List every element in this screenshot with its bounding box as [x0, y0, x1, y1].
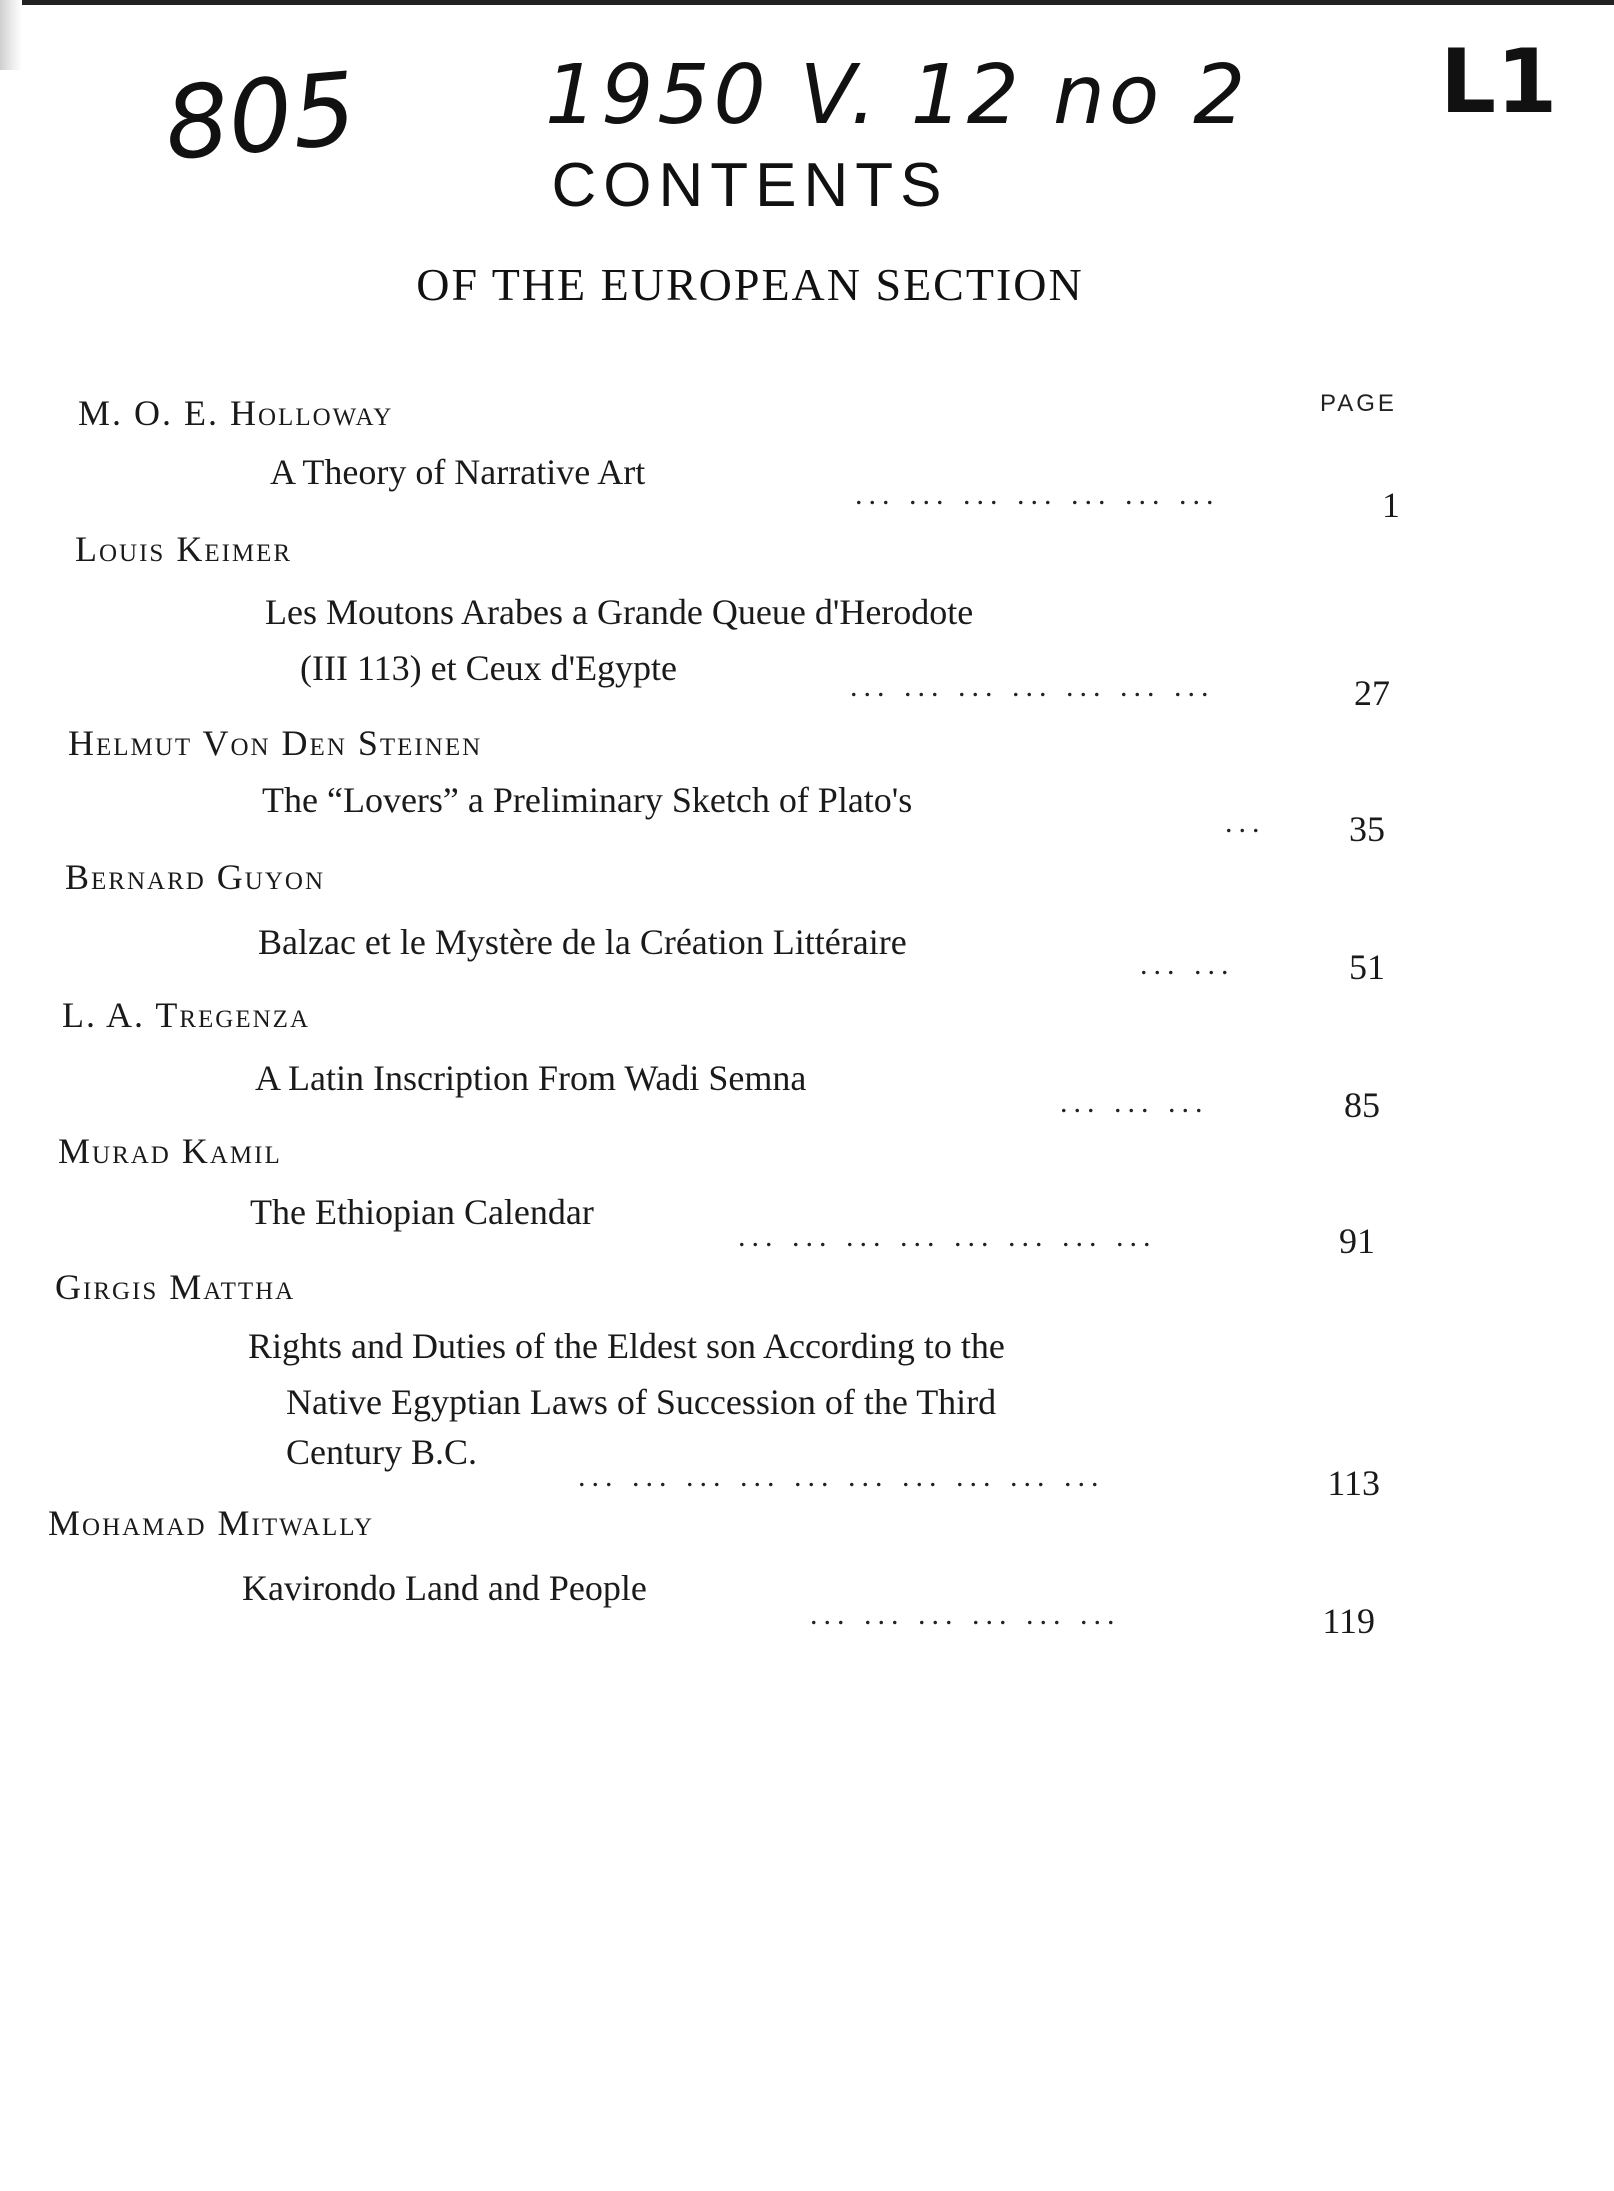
entry-title: Les Moutons Arabes a Grande Queue d'Herodote: [265, 592, 974, 632]
entry-page-number: 27: [1354, 673, 1390, 713]
page-top-edge: [0, 0, 1614, 5]
entry-page-number: 35: [1349, 809, 1385, 849]
handwritten-volume-note: 1950 V. 12 no 2: [545, 48, 1250, 143]
leader-dots: ...: [1225, 806, 1266, 839]
entry-author: Mohamad Mitwally: [48, 1503, 375, 1543]
entry-author: Girgis Mattha: [55, 1267, 296, 1307]
entry-author: Murad Kamil: [58, 1131, 282, 1171]
leader-dots: ... ... ... ... ... ...: [810, 1598, 1121, 1631]
page-corner-shadow: [0, 0, 22, 70]
page-title: CONTENTS: [551, 151, 949, 220]
entry-title: Kavirondo Land and People: [242, 1568, 647, 1608]
entry-title: Rights and Duties of the Eldest son According to the: [248, 1326, 1005, 1366]
entry-title-continued: Native Egyptian Laws of Succession of the Third: [286, 1382, 997, 1422]
entry-title: A Theory of Narrative Art: [270, 452, 646, 492]
leader-dots: ... ...: [1140, 948, 1235, 981]
entry-page-number: 113: [1327, 1463, 1380, 1503]
entry-title: Balzac et le Mystère de la Création Littéraire: [258, 922, 907, 962]
leader-dots: ... ... ... ... ... ... ...: [850, 670, 1215, 703]
entry-title-continued: (III 113) et Ceux d'Egypte: [300, 648, 678, 688]
entry-author: Helmut Von Den Steinen: [68, 723, 483, 763]
entry-author: Bernard Guyon: [65, 857, 326, 897]
entry-page-number: 119: [1322, 1601, 1375, 1641]
leader-dots: ... ... ... ... ... ... ... ...: [738, 1220, 1157, 1253]
entry-author: Louis Keimer: [75, 529, 293, 569]
leader-dots: ... ... ... ... ... ... ... ... ... ...: [578, 1460, 1105, 1493]
entry-author: M. O. E. Holloway: [78, 393, 394, 433]
entry-author: L. A. Tregenza: [62, 995, 310, 1035]
page-column-label: PAGE: [1320, 390, 1397, 417]
entry-page-number: 1: [1382, 485, 1400, 525]
entry-title-continued: Century B.C.: [286, 1432, 478, 1472]
entry-title: The “Lovers” a Preliminary Sketch of Plato's: [262, 780, 913, 820]
leader-dots: ... ... ... ... ... ... ...: [855, 478, 1220, 511]
leader-dots: ... ... ...: [1060, 1086, 1209, 1119]
handwritten-shelf-mark: L1: [1440, 30, 1558, 133]
page-subtitle: OF THE EUROPEAN SECTION: [416, 259, 1084, 310]
entry-page-number: 85: [1344, 1085, 1380, 1125]
handwritten-call-number: 805: [160, 49, 361, 184]
entry-page-number: 91: [1339, 1221, 1375, 1261]
entry-page-number: 51: [1349, 947, 1385, 987]
entry-title: A Latin Inscription From Wadi Semna: [255, 1058, 807, 1098]
entry-title: The Ethiopian Calendar: [250, 1192, 594, 1232]
